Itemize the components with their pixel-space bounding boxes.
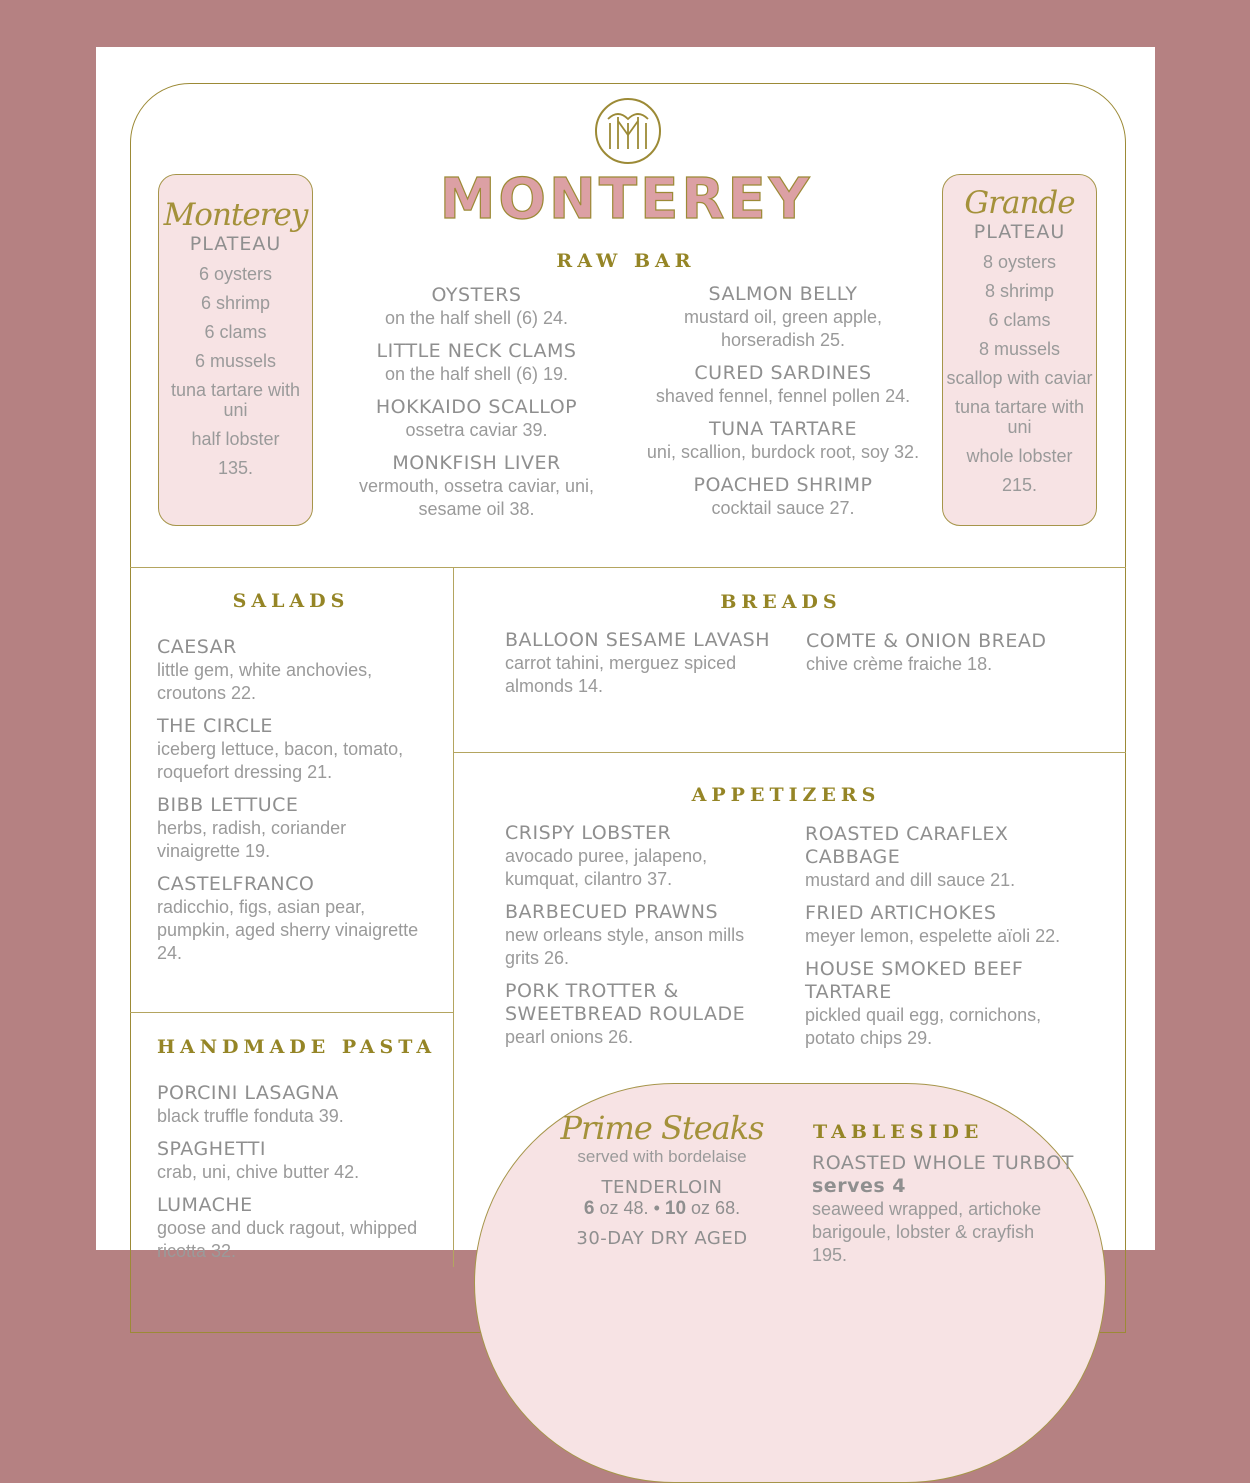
menu-item-name: MONKFISH LIVER — [392, 452, 561, 474]
menu-item-name: POACHED SHRIMP — [693, 474, 873, 496]
plateau-item: 8 mussels — [978, 339, 1061, 359]
menu-item-name: COMTE & ONION BREAD — [806, 630, 1047, 652]
plateau-script-title: Grande — [964, 185, 1075, 221]
menu-item-description: pickled quail egg, cornichons, potato chips 29. — [805, 1005, 1042, 1048]
menu-item-description: uni, scallion, burdock root, soy 32. — [646, 442, 920, 462]
steak-name: 30-DAY DRY AGED — [576, 1228, 748, 1249]
menu-item-description: crab, uni, chive butter 42. — [157, 1162, 360, 1182]
menu-item — [157, 636, 427, 705]
monterey-plateau-card — [158, 174, 313, 526]
divider — [454, 752, 1126, 753]
menu-item-name: OYSTERS — [431, 284, 522, 306]
menu-item — [636, 418, 930, 464]
menu-item-description: herbs, radish, coriander vinaigrette 19. — [157, 818, 347, 861]
menu-item — [636, 283, 930, 352]
menu-item — [157, 1194, 437, 1263]
tableside-price: 195. — [812, 1245, 848, 1265]
grande-plateau-card — [942, 174, 1097, 526]
menu-item-name: BALLOON SESAME LAVASH — [505, 629, 771, 651]
menu-item — [636, 474, 930, 520]
plateau-item: 6 shrimp — [200, 293, 271, 313]
plateau-label: PLATEAU — [189, 233, 282, 255]
menu-item-description: cocktail sauce 27. — [711, 498, 855, 518]
plateau-item: 6 clams — [988, 310, 1051, 330]
divider — [453, 567, 454, 1267]
tableside-desc: seaweed wrapped, artichoke barigoule, lobster & crayfish — [812, 1199, 1042, 1242]
plateau-item: 8 oysters — [982, 252, 1057, 272]
menu-item — [805, 902, 1085, 948]
prime-steaks-script-title: Prime Steaks — [560, 1109, 764, 1147]
menu-item-name: CURED SARDINES — [694, 362, 872, 384]
appetizers-right-column — [805, 823, 1085, 1060]
menu-item-description: chive crème fraiche 18. — [806, 654, 993, 674]
menu-item-name: SALMON BELLY — [708, 283, 858, 305]
plateau-item: 8 shrimp — [984, 281, 1055, 301]
menu-item-name: THE CIRCLE — [157, 715, 273, 737]
breads-title: BREADS — [720, 591, 842, 613]
menu-item — [157, 873, 427, 965]
menu-item-name: HOUSE SMOKED BEEF TARTARE — [805, 958, 1024, 1003]
menu-item — [334, 340, 619, 386]
menu-item-description: pearl onions 26. — [505, 1027, 634, 1047]
menu-item-description: avocado puree, jalapeno, kumquat, cilantro 37. — [505, 846, 708, 889]
menu-item — [505, 822, 780, 891]
menu-item-description: carrot tahini, merguez spiced almonds 14. — [505, 653, 737, 696]
plateau-item: tuna tartare with uni — [954, 397, 1085, 437]
menu-item — [157, 1082, 437, 1128]
plateau-item: 6 clams — [204, 322, 267, 342]
menu-item — [805, 958, 1085, 1050]
plateau-items — [159, 264, 312, 478]
steak-price: 6 oz 48. • 10 oz 68. — [583, 1198, 741, 1219]
salads-list — [157, 636, 427, 975]
plateau-item: 135. — [217, 458, 254, 478]
menu-item — [505, 980, 780, 1049]
menu-item-description: vermouth, ossetra caviar, uni, sesame oil 38. — [358, 476, 595, 519]
breads-right-column — [806, 630, 1076, 676]
menu-item-name: TUNA TARTARE — [708, 418, 858, 440]
menu-item — [805, 823, 1085, 892]
menu-item-name: CRISPY LOBSTER — [505, 822, 672, 844]
menu-item-description: new orleans style, anson mills grits 26. — [505, 925, 745, 968]
plateau-item: scallop with caviar — [946, 368, 1093, 388]
plateau-items — [943, 252, 1096, 495]
menu-item — [505, 901, 780, 970]
tableside-title: TABLESIDE — [813, 1121, 984, 1143]
menu-item-name: BARBECUED PRAWNS — [505, 901, 719, 923]
tableside-serves: serves 4 — [812, 1175, 906, 1197]
menu-item-description: little gem, white anchovies, croutons 22. — [157, 660, 373, 703]
menu-item-description: ossetra caviar 39. — [405, 420, 548, 440]
menu-item-description: on the half shell (6) 19. — [384, 364, 569, 384]
menu-item-name: PORK TROTTER & SWEETBREAD ROULADE — [505, 980, 746, 1025]
menu-item-name: FRIED ARTICHOKES — [805, 902, 997, 924]
prime-steaks-subtitle: served with bordelaise — [577, 1147, 747, 1166]
plateau-item: tuna tartare with uni — [170, 380, 301, 420]
raw-bar-left-column — [334, 284, 619, 531]
divider — [130, 567, 1126, 568]
menu-item-name: BIBB LETTUCE — [157, 794, 299, 816]
raw-bar-right-column — [636, 283, 930, 530]
plateau-item: whole lobster — [966, 446, 1073, 466]
menu-item — [157, 715, 427, 784]
menu-item-description: meyer lemon, espelette aïoli 22. — [805, 926, 1061, 946]
menu-item-name: LITTLE NECK CLAMS — [376, 340, 577, 362]
menu-item-name: LUMACHE — [157, 1194, 253, 1216]
plateau-item: 215. — [1001, 475, 1038, 495]
tableside-item — [812, 1152, 1082, 1267]
appetizers-title: APPETIZERS — [691, 784, 881, 806]
menu-item — [157, 794, 427, 863]
pasta-title: HANDMADE PASTA — [157, 1036, 437, 1058]
brand-name: MONTEREY — [439, 167, 813, 232]
monterey-logo-icon — [594, 97, 662, 165]
tableside-item-name: ROASTED WHOLE TURBOT — [812, 1152, 1074, 1174]
appetizers-left-column — [505, 822, 780, 1059]
menu-item-description: mustard oil, green apple, horseradish 25. — [683, 307, 883, 350]
menu-item-name: SPAGHETTI — [157, 1138, 266, 1160]
menu-item-name: CAESAR — [157, 636, 237, 658]
plateau-script-title: Monterey — [163, 197, 308, 233]
prime-steaks-section — [546, 1109, 778, 1249]
menu-item — [636, 362, 930, 408]
menu-item-description: goose and duck ragout, whipped ricotta 32. — [157, 1218, 418, 1261]
divider — [130, 1012, 454, 1013]
plateau-item: 6 mussels — [194, 351, 277, 371]
menu-item — [334, 452, 619, 521]
plateau-item: half lobster — [191, 429, 280, 449]
menu-item-name: HOKKAIDO SCALLOP — [375, 396, 578, 418]
menu-item — [334, 284, 619, 330]
raw-bar-title: RAW BAR — [556, 250, 696, 272]
menu-page — [96, 47, 1155, 1265]
menu-item-description: radicchio, figs, asian pear, pumpkin, aged sherry vinaigrette 24. — [157, 897, 419, 963]
menu-item-description: black truffle fonduta 39. — [157, 1106, 344, 1126]
menu-item-description: mustard and dill sauce 21. — [805, 870, 1016, 890]
menu-item-description: on the half shell (6) 24. — [384, 308, 569, 328]
pasta-list — [157, 1082, 437, 1273]
menu-item-name: CASTELFRANCO — [157, 873, 315, 895]
menu-item-name: ROASTED CARAFLEX CABBAGE — [805, 823, 1009, 868]
steak-name: TENDERLOIN — [601, 1177, 723, 1198]
plateau-item: 6 oysters — [198, 264, 273, 284]
menu-item-description: shaved fennel, fennel pollen 24. — [655, 386, 911, 406]
menu-item-description: iceberg lettuce, bacon, tomato, roquefort dressing 21. — [157, 739, 404, 782]
breads-left-column — [505, 629, 775, 698]
salads-title: SALADS — [232, 590, 350, 612]
menu-item — [157, 1138, 437, 1184]
menu-item — [334, 396, 619, 442]
menu-item-name: PORCINI LASAGNA — [157, 1082, 339, 1104]
plateau-label: PLATEAU — [973, 221, 1066, 243]
